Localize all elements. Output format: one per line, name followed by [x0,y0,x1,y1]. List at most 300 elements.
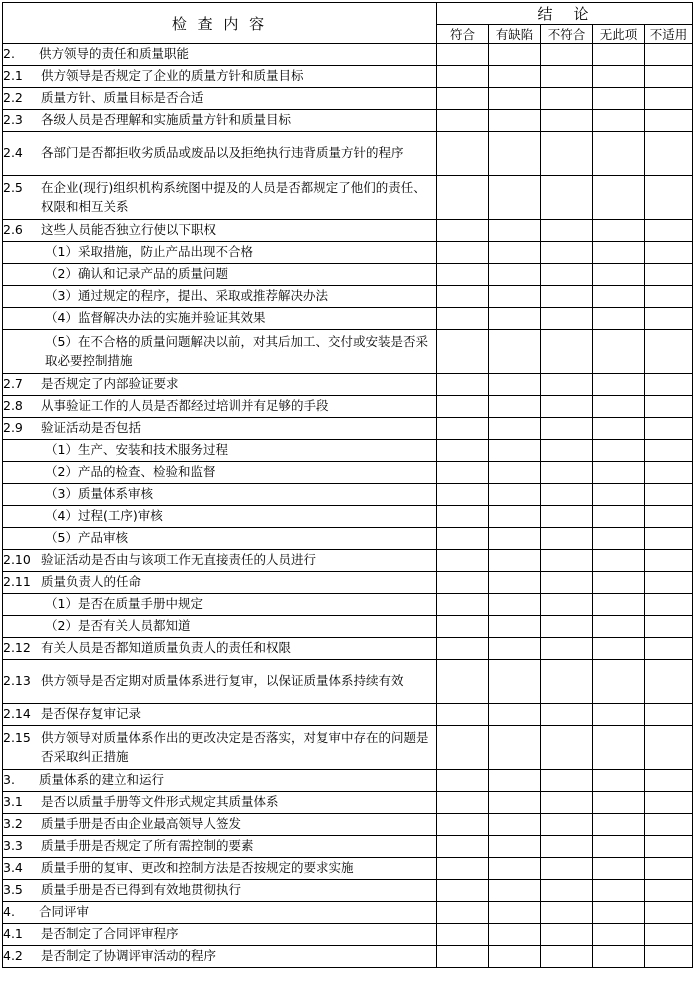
conclusion-checkbox-cell[interactable] [437,176,489,220]
conclusion-checkbox-cell[interactable] [645,44,693,66]
conclusion-checkbox-cell[interactable] [489,528,541,550]
conclusion-checkbox-cell[interactable] [593,704,645,726]
checklist-item-cell [3,462,437,484]
item-text: （4）过程(工序)审核 [45,508,163,524]
checklist-item-cell [3,374,437,396]
conclusion-checkbox-cell[interactable] [645,836,693,858]
conclusion-checkbox-cell[interactable] [489,858,541,880]
conclusion-checkbox-cell[interactable] [541,484,593,506]
conclusion-checkbox-cell[interactable] [489,440,541,462]
item-text: 是否保存复审记录 [41,706,142,722]
item-text: （3）通过规定的程序，提出、采取或推荐解决办法 [45,288,328,304]
table-row [3,484,693,506]
conclusion-checkbox-cell[interactable] [645,880,693,902]
table-row [3,440,693,462]
conclusion-checkbox-cell[interactable] [541,946,593,968]
item-text: 是否以质量手册等文件形式规定其质量体系 [41,794,279,810]
conclusion-checkbox-cell[interactable] [541,242,593,264]
table-row [3,550,693,572]
conclusion-checkbox-cell[interactable] [541,286,593,308]
table-row [3,396,693,418]
item-text: 合同评审 [39,904,90,920]
table-row [3,616,693,638]
conclusion-checkbox-cell[interactable] [645,176,693,220]
conclusion-checkbox-cell[interactable] [541,396,593,418]
header-column-2: 有缺陷 [489,25,541,44]
conclusion-checkbox-cell[interactable] [593,110,645,132]
conclusion-checkbox-cell[interactable] [541,792,593,814]
conclusion-checkbox-cell[interactable] [541,110,593,132]
item-text: （1）生产、安装和技术服务过程 [45,442,228,458]
conclusion-checkbox-cell[interactable] [437,660,489,704]
conclusion-checkbox-cell[interactable] [489,176,541,220]
table-row [3,176,693,220]
conclusion-checkbox-cell[interactable] [437,66,489,88]
conclusion-checkbox-cell[interactable] [541,616,593,638]
conclusion-checkbox-cell[interactable] [645,330,693,374]
conclusion-checkbox-cell[interactable] [541,528,593,550]
checklist-item-cell [3,506,437,528]
conclusion-checkbox-cell[interactable] [437,792,489,814]
conclusion-checkbox-cell[interactable] [645,132,693,176]
conclusion-checkbox-cell[interactable] [593,66,645,88]
conclusion-checkbox-cell[interactable] [593,418,645,440]
conclusion-checkbox-cell[interactable] [489,660,541,704]
table-row [3,264,693,286]
conclusion-checkbox-cell[interactable] [437,572,489,594]
conclusion-checkbox-cell[interactable] [541,572,593,594]
item-number: 4. [3,904,15,920]
conclusion-checkbox-cell[interactable] [489,836,541,858]
conclusion-checkbox-cell[interactable] [437,132,489,176]
conclusion-checkbox-cell[interactable] [593,836,645,858]
item-text: （2）产品的检查、检验和监督 [45,464,216,480]
conclusion-checkbox-cell[interactable] [645,110,693,132]
conclusion-checkbox-cell[interactable] [541,418,593,440]
header-column-3: 不符合 [541,25,593,44]
conclusion-checkbox-cell[interactable] [541,308,593,330]
item-text: 供方领导的责任和质量职能 [39,46,190,62]
conclusion-checkbox-cell[interactable] [437,308,489,330]
conclusion-checkbox-cell[interactable] [437,528,489,550]
item-text: 质量方针、质量目标是否合适 [41,90,204,106]
conclusion-checkbox-cell[interactable] [489,880,541,902]
checklist-item-cell [3,264,437,286]
table-row [3,506,693,528]
conclusion-checkbox-cell[interactable] [645,902,693,924]
conclusion-checkbox-cell[interactable] [593,506,645,528]
conclusion-checkbox-cell[interactable] [437,264,489,286]
conclusion-checkbox-cell[interactable] [541,770,593,792]
conclusion-checkbox-cell[interactable] [541,462,593,484]
table-row [3,110,693,132]
checklist-item-cell [3,528,437,550]
conclusion-checkbox-cell[interactable] [593,242,645,264]
item-text: 质量手册的复审、更改和控制方法是否按规定的要求实施 [41,860,354,876]
conclusion-checkbox-cell[interactable] [645,396,693,418]
conclusion-checkbox-cell[interactable] [489,594,541,616]
conclusion-checkbox-cell[interactable] [593,792,645,814]
checklist-item-cell [3,220,437,242]
item-text: （5）在不合格的质量问题解决以前，对其后加工、交付或安装是否采取必要控制措施 [45,334,428,368]
conclusion-checkbox-cell[interactable] [489,88,541,110]
item-number: 2.10 [3,552,31,568]
table-row [3,286,693,308]
conclusion-checkbox-cell[interactable] [593,132,645,176]
conclusion-checkbox-cell[interactable] [437,704,489,726]
header-content-title: 检 查 内 容 [3,3,437,44]
conclusion-checkbox-cell[interactable] [645,484,693,506]
conclusion-checkbox-cell[interactable] [645,462,693,484]
conclusion-checkbox-cell[interactable] [437,594,489,616]
checklist-item-cell [3,330,437,374]
table-row [3,946,693,968]
conclusion-checkbox-cell[interactable] [541,704,593,726]
conclusion-checkbox-cell[interactable] [541,374,593,396]
checklist-item-cell [3,418,437,440]
conclusion-checkbox-cell[interactable] [489,242,541,264]
item-text: （3）质量体系审核 [45,486,153,502]
checklist-item-cell [3,946,437,968]
conclusion-checkbox-cell[interactable] [437,638,489,660]
conclusion-checkbox-cell[interactable] [645,528,693,550]
conclusion-checkbox-cell[interactable] [489,946,541,968]
conclusion-checkbox-cell[interactable] [437,814,489,836]
table-row [3,418,693,440]
checklist-item-cell [3,924,437,946]
conclusion-checkbox-cell[interactable] [645,286,693,308]
conclusion-checkbox-cell[interactable] [541,132,593,176]
conclusion-checkbox-cell[interactable] [437,902,489,924]
item-text: 质量负责人的任命 [41,574,142,590]
conclusion-checkbox-cell[interactable] [489,396,541,418]
conclusion-checkbox-cell[interactable] [593,858,645,880]
checklist-item-cell [3,638,437,660]
item-number: 2.14 [3,706,31,722]
conclusion-checkbox-cell[interactable] [437,506,489,528]
checklist-item-cell [3,132,437,176]
conclusion-checkbox-cell[interactable] [489,418,541,440]
conclusion-checkbox-cell[interactable] [489,220,541,242]
conclusion-checkbox-cell[interactable] [489,374,541,396]
table-row [3,924,693,946]
conclusion-checkbox-cell[interactable] [541,638,593,660]
checklist-item-cell [3,594,437,616]
conclusion-checkbox-cell[interactable] [437,374,489,396]
conclusion-checkbox-cell[interactable] [593,44,645,66]
conclusion-checkbox-cell[interactable] [645,704,693,726]
header-column-4: 无此项 [593,25,645,44]
table-row [3,594,693,616]
conclusion-checkbox-cell[interactable] [593,374,645,396]
header-conclusion-title: 结 论 [437,3,693,25]
checklist-item-cell [3,176,437,220]
item-text: 是否规定了内部验证要求 [41,376,179,392]
conclusion-checkbox-cell[interactable] [593,594,645,616]
conclusion-checkbox-cell[interactable] [593,550,645,572]
conclusion-checkbox-cell[interactable] [541,506,593,528]
conclusion-checkbox-cell[interactable] [489,132,541,176]
conclusion-checkbox-cell[interactable] [437,550,489,572]
table-row [3,902,693,924]
conclusion-checkbox-cell[interactable] [593,638,645,660]
conclusion-checkbox-cell[interactable] [489,550,541,572]
conclusion-checkbox-cell[interactable] [437,88,489,110]
conclusion-checkbox-cell[interactable] [541,594,593,616]
checklist-item-cell [3,660,437,704]
item-text: 是否制定了合同评审程序 [41,926,179,942]
table-row [3,132,693,176]
table-row [3,374,693,396]
conclusion-checkbox-cell[interactable] [645,440,693,462]
checklist-item-cell [3,242,437,264]
item-text: 质量手册是否由企业最高领导人签发 [41,816,242,832]
table-row [3,638,693,660]
conclusion-checkbox-cell[interactable] [645,726,693,770]
conclusion-checkbox-cell[interactable] [645,946,693,968]
conclusion-checkbox-cell[interactable] [489,484,541,506]
conclusion-checkbox-cell[interactable] [593,440,645,462]
conclusion-checkbox-cell[interactable] [437,726,489,770]
item-number: 3.4 [3,860,23,876]
table-row [3,242,693,264]
table-row [3,220,693,242]
item-number: 2.3 [3,112,23,128]
conclusion-checkbox-cell[interactable] [437,440,489,462]
checklist-item-cell [3,726,437,770]
conclusion-checkbox-cell[interactable] [645,594,693,616]
conclusion-checkbox-cell[interactable] [437,836,489,858]
conclusion-checkbox-cell[interactable] [489,814,541,836]
checklist-item-cell [3,858,437,880]
conclusion-checkbox-cell[interactable] [593,528,645,550]
checklist-item-cell [3,286,437,308]
conclusion-checkbox-cell[interactable] [437,484,489,506]
item-number: 4.1 [3,926,23,942]
item-text: 质量体系的建立和运行 [39,772,165,788]
item-number: 2.5 [3,180,23,196]
conclusion-checkbox-cell[interactable] [645,616,693,638]
item-number: 2.4 [3,145,23,161]
conclusion-checkbox-cell[interactable] [593,308,645,330]
conclusion-checkbox-cell[interactable] [489,44,541,66]
conclusion-checkbox-cell[interactable] [541,660,593,704]
conclusion-checkbox-cell[interactable] [489,638,541,660]
conclusion-checkbox-cell[interactable] [489,902,541,924]
conclusion-checkbox-cell[interactable] [489,462,541,484]
conclusion-checkbox-cell[interactable] [645,88,693,110]
item-text: 质量手册是否规定了所有需控制的要素 [41,838,254,854]
item-number: 2.8 [3,398,23,414]
checklist-item-cell [3,902,437,924]
conclusion-checkbox-cell[interactable] [645,308,693,330]
checklist-item-cell [3,880,437,902]
checklist-item-cell [3,814,437,836]
checklist-item-cell [3,88,437,110]
conclusion-checkbox-cell[interactable] [489,792,541,814]
item-number: 2.6 [3,222,23,238]
conclusion-checkbox-cell[interactable] [437,110,489,132]
conclusion-checkbox-cell[interactable] [541,88,593,110]
checklist-item-cell [3,484,437,506]
checklist-item-cell [3,110,437,132]
conclusion-checkbox-cell[interactable] [593,814,645,836]
conclusion-checkbox-cell[interactable] [489,330,541,374]
conclusion-checkbox-cell[interactable] [541,220,593,242]
item-number: 2.9 [3,420,23,436]
item-number: 2.7 [3,376,23,392]
conclusion-checkbox-cell[interactable] [437,220,489,242]
item-text: 供方领导是否规定了企业的质量方针和质量目标 [41,68,304,84]
conclusion-checkbox-cell[interactable] [593,902,645,924]
checklist-item-cell [3,66,437,88]
conclusion-checkbox-cell[interactable] [593,286,645,308]
conclusion-checkbox-cell[interactable] [593,462,645,484]
item-text: （2）确认和记录产品的质量问题 [45,266,228,282]
conclusion-checkbox-cell[interactable] [541,440,593,462]
conclusion-checkbox-cell[interactable] [489,572,541,594]
conclusion-checkbox-cell[interactable] [593,572,645,594]
conclusion-checkbox-cell[interactable] [645,220,693,242]
conclusion-checkbox-cell[interactable] [593,726,645,770]
conclusion-checkbox-cell[interactable] [593,176,645,220]
table-row [3,660,693,704]
conclusion-checkbox-cell[interactable] [437,286,489,308]
conclusion-checkbox-cell[interactable] [593,616,645,638]
item-number: 2.1 [3,68,23,84]
conclusion-checkbox-cell[interactable] [437,44,489,66]
conclusion-checkbox-cell[interactable] [645,792,693,814]
checklist-item-cell [3,550,437,572]
conclusion-checkbox-cell[interactable] [541,880,593,902]
conclusion-checkbox-cell[interactable] [489,286,541,308]
conclusion-checkbox-cell[interactable] [541,66,593,88]
item-text: 质量手册是否已得到有效地贯彻执行 [41,882,242,898]
conclusion-checkbox-cell[interactable] [489,616,541,638]
conclusion-checkbox-cell[interactable] [593,396,645,418]
checklist-item-cell [3,836,437,858]
checklist-item-cell [3,616,437,638]
conclusion-checkbox-cell[interactable] [437,462,489,484]
conclusion-checkbox-cell[interactable] [645,242,693,264]
conclusion-checkbox-cell[interactable] [541,836,593,858]
item-text: 是否制定了协调评审活动的程序 [41,948,217,964]
item-number: 4.2 [3,948,23,964]
conclusion-checkbox-cell[interactable] [437,616,489,638]
conclusion-checkbox-cell[interactable] [489,66,541,88]
conclusion-checkbox-cell[interactable] [489,770,541,792]
conclusion-checkbox-cell[interactable] [437,880,489,902]
conclusion-checkbox-cell[interactable] [541,858,593,880]
checklist-sheet [0,2,694,992]
conclusion-checkbox-cell[interactable] [489,726,541,770]
conclusion-checkbox-cell[interactable] [593,88,645,110]
table-row [3,330,693,374]
conclusion-checkbox-cell[interactable] [437,924,489,946]
conclusion-checkbox-cell[interactable] [489,924,541,946]
conclusion-checkbox-cell[interactable] [541,44,593,66]
table-row [3,880,693,902]
conclusion-checkbox-cell[interactable] [489,264,541,286]
table-row [3,858,693,880]
conclusion-checkbox-cell[interactable] [645,814,693,836]
conclusion-checkbox-cell[interactable] [541,902,593,924]
conclusion-checkbox-cell[interactable] [437,330,489,374]
conclusion-checkbox-cell[interactable] [593,220,645,242]
conclusion-checkbox-cell[interactable] [489,704,541,726]
conclusion-checkbox-cell[interactable] [645,66,693,88]
conclusion-checkbox-cell[interactable] [437,242,489,264]
item-number: 3.2 [3,816,23,832]
table-row [3,726,693,770]
conclusion-checkbox-cell[interactable] [645,660,693,704]
conclusion-checkbox-cell[interactable] [541,330,593,374]
checklist-item-cell [3,770,437,792]
conclusion-checkbox-cell[interactable] [645,264,693,286]
item-number: 3.1 [3,794,23,810]
conclusion-checkbox-cell[interactable] [593,330,645,374]
conclusion-checkbox-cell[interactable] [593,946,645,968]
conclusion-checkbox-cell[interactable] [593,484,645,506]
item-text: （1）是否在质量手册中规定 [45,596,203,612]
conclusion-checkbox-cell[interactable] [541,264,593,286]
conclusion-checkbox-cell[interactable] [593,660,645,704]
conclusion-checkbox-cell[interactable] [489,308,541,330]
checklist-item-cell [3,704,437,726]
conclusion-checkbox-cell[interactable] [645,374,693,396]
conclusion-checkbox-cell[interactable] [437,418,489,440]
conclusion-checkbox-cell[interactable] [541,814,593,836]
item-text: 验证活动是否包括 [41,420,142,436]
conclusion-checkbox-cell[interactable] [489,506,541,528]
conclusion-checkbox-cell[interactable] [489,110,541,132]
table-row [3,88,693,110]
item-text: 这些人员能否独立行使以下职权 [41,222,217,238]
conclusion-checkbox-cell[interactable] [541,176,593,220]
conclusion-checkbox-cell[interactable] [541,550,593,572]
table-row [3,770,693,792]
conclusion-checkbox-cell[interactable] [541,726,593,770]
conclusion-checkbox-cell[interactable] [645,418,693,440]
conclusion-checkbox-cell[interactable] [645,770,693,792]
conclusion-checkbox-cell[interactable] [645,506,693,528]
conclusion-checkbox-cell[interactable] [593,264,645,286]
checklist-item-cell [3,396,437,418]
conclusion-checkbox-cell[interactable] [645,638,693,660]
item-text: （4）监督解决办法的实施并验证其效果 [45,310,266,326]
conclusion-checkbox-cell[interactable] [593,770,645,792]
conclusion-checkbox-cell[interactable] [645,572,693,594]
table-row [3,66,693,88]
checklist-item-cell [3,44,437,66]
conclusion-checkbox-cell[interactable] [593,880,645,902]
item-number: 2.12 [3,640,31,656]
item-number: 2.11 [3,574,31,590]
conclusion-checkbox-cell[interactable] [645,550,693,572]
item-number: 2.15 [3,730,31,746]
conclusion-checkbox-cell[interactable] [541,924,593,946]
header-column-1: 符合 [437,25,489,44]
item-text: 有关人员是否都知道质量负责人的责任和权限 [41,640,292,656]
conclusion-checkbox-cell[interactable] [437,946,489,968]
conclusion-checkbox-cell[interactable] [437,858,489,880]
table-header [3,3,693,44]
conclusion-checkbox-cell[interactable] [593,924,645,946]
conclusion-checkbox-cell[interactable] [437,770,489,792]
conclusion-checkbox-cell[interactable] [645,924,693,946]
conclusion-checkbox-cell[interactable] [645,858,693,880]
conclusion-checkbox-cell[interactable] [437,396,489,418]
